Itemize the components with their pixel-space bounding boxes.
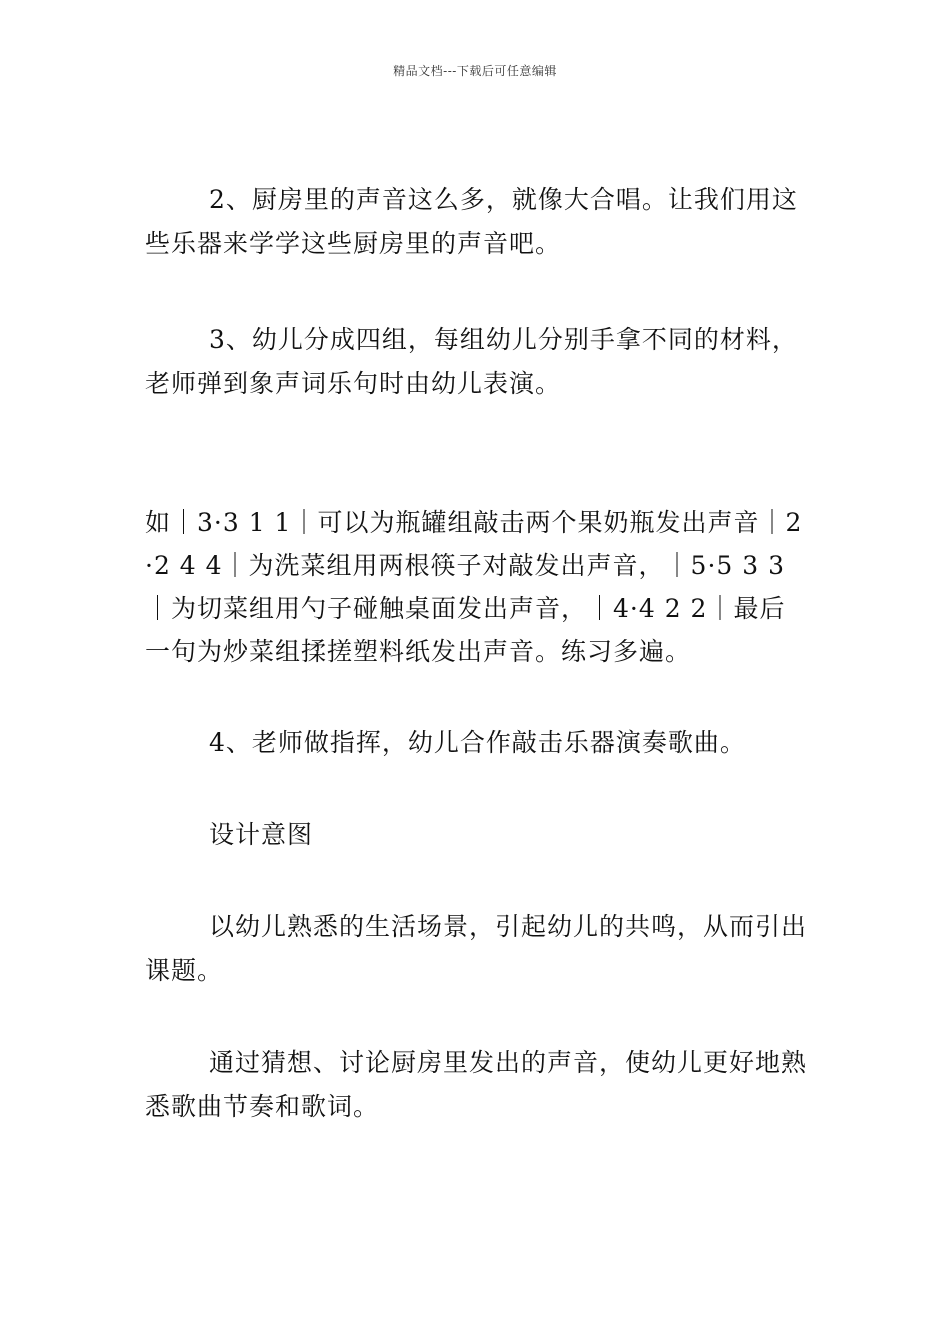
paragraph-rhythm-example: 如｜3·3 1 1｜可以为瓶罐组敲击两个果奶瓶发出声音｜2·2 4 4｜为洗菜组用两根筷子对敲发出声音，｜5·5 3 3｜为切菜组用勺子碰触桌面发出声音，｜4·4 2 2｜最后一句为炒菜组揉搓塑料纸发出声音。练习多遍。 bbox=[145, 508, 803, 666]
paragraph-intent-2: 通过猜想、讨论厨房里发出的声音，使幼儿更好地熟悉歌曲节奏和歌词。 bbox=[145, 1048, 808, 1121]
section-heading-design-intent: 设计意图 bbox=[209, 820, 314, 849]
paragraph-intent-1: 以幼儿熟悉的生活场景，引起幼儿的共鸣，从而引出课题。 bbox=[145, 912, 808, 985]
paragraph-step-3: 3、幼儿分成四组，每组幼儿分别手拿不同的材料，老师弹到象声词乐句时由幼儿表演。 bbox=[145, 325, 798, 398]
paragraph-step-4: 4、老师做指挥，幼儿合作敲击乐器演奏歌曲。 bbox=[209, 728, 746, 757]
page-header: 精品文档---下载后可任意编辑 bbox=[393, 64, 557, 78]
document-body bbox=[145, 178, 810, 1129]
paragraph-step-2: 2、厨房里的声音这么多，就像大合唱。让我们用这些乐器来学学这些厨房里的声音吧。 bbox=[145, 185, 798, 258]
